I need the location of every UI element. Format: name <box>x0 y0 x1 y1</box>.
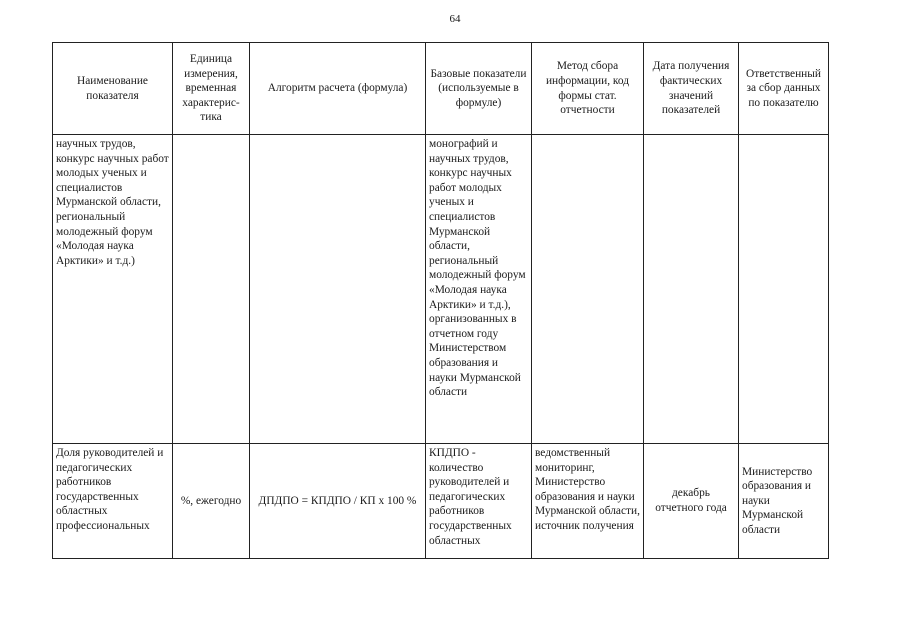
cell-base-indicators: КПДПО - количество руководителей и педагогических работников государственных областных <box>426 444 532 559</box>
cell-indicator-name: научных трудов, конкурс научных работ молодых ученых и специалистов Мурманской области, региональный молодежный форум «Молодая наука Арктики» и т.д.) <box>53 135 173 444</box>
header-collection-method: Метод сбора информации, код формы стат. отчетности <box>532 43 644 135</box>
indicator-table <box>52 42 829 559</box>
cell-collection-method <box>532 135 644 444</box>
header-base-indicators: Базовые показатели (используемые в формуле) <box>426 43 532 135</box>
cell-formula <box>250 135 426 444</box>
cell-unit <box>173 135 250 444</box>
cell-date: декабрь отчетного года <box>644 444 739 559</box>
header-date: Дата получения фактических значений показателей <box>644 43 739 135</box>
cell-base-indicators: монографий и научных трудов, конкурс научных работ молодых ученых и специалистов Мурманской области, региональный молодежный форум «Молодая наука Арктики» и т.д.), организованных в отчетном году Министерством образования и науки Мурманской области <box>426 135 532 444</box>
table-row <box>53 135 829 444</box>
header-formula: Алгоритм расчета (формула) <box>250 43 426 135</box>
table-header-row <box>53 43 829 135</box>
header-responsible: Ответственный за сбор данных по показателю <box>739 43 829 135</box>
cell-responsible: Министерство образования и науки Мурманской области <box>739 444 829 559</box>
cell-indicator-name: Доля руководителей и педагогических работников государственных областных профессиональных <box>53 444 173 559</box>
header-indicator-name: Наименование показателя <box>53 43 173 135</box>
cell-formula: ДПДПО = КПДПО / КП х 100 % <box>250 444 426 559</box>
table-row <box>53 444 829 559</box>
cell-responsible <box>739 135 829 444</box>
header-unit: Единица измерения, временная характерис-тика <box>173 43 250 135</box>
cell-collection-method: ведомственный мониторинг, Министерство образования и науки Мурманской области, источник получения <box>532 444 644 559</box>
cell-unit: %, ежегодно <box>173 444 250 559</box>
page-number: 64 <box>449 13 461 25</box>
cell-date <box>644 135 739 444</box>
